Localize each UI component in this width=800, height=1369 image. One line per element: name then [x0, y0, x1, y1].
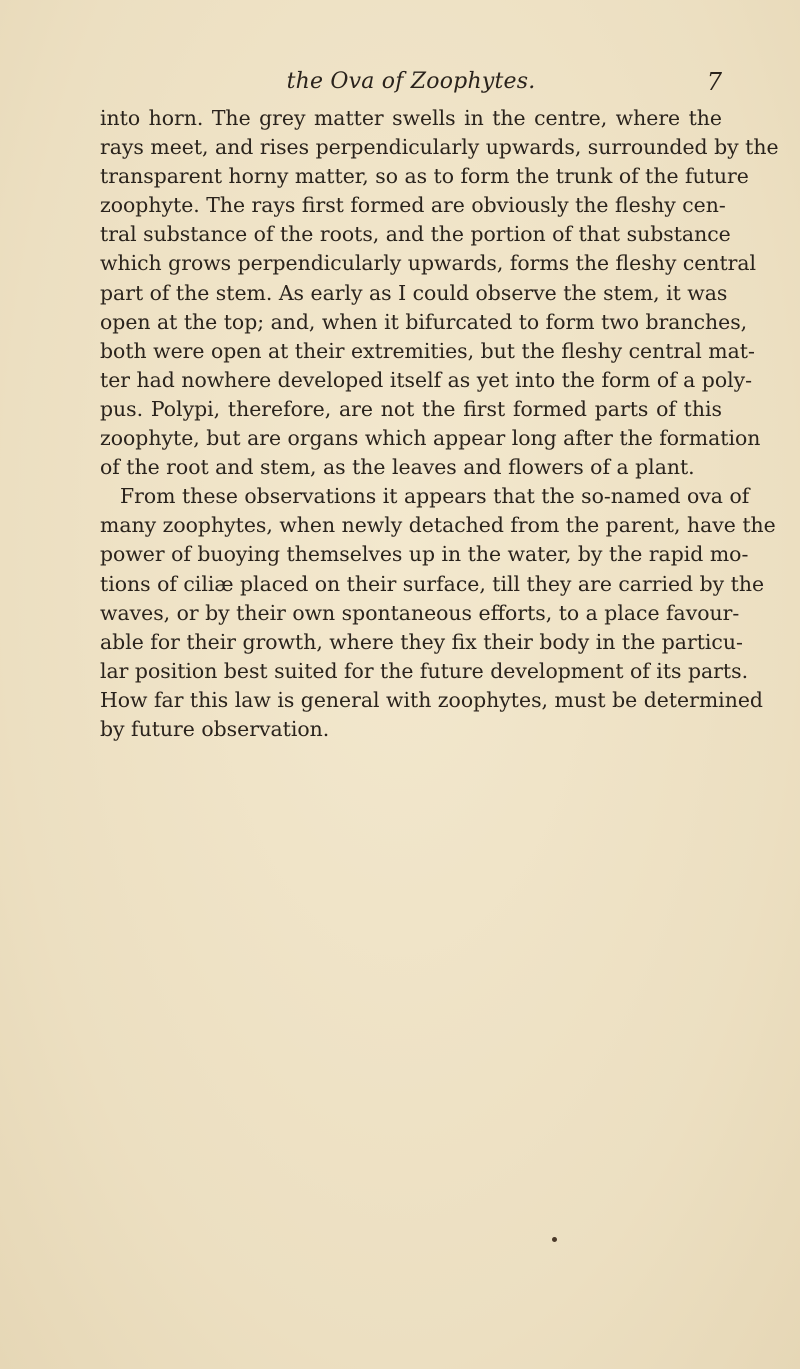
text-line: transparent horny matter, so as to form the trunk of the future	[100, 164, 749, 189]
text-line: which grows perpendicularly upwards, forms the fleshy central	[100, 251, 757, 276]
text-line: able for their growth, where they fix their body in the particu-	[100, 629, 743, 654]
paper-speck	[552, 1237, 557, 1242]
text-line: From these observations it appears that the so-named ova of	[120, 484, 750, 509]
text-line: rays meet, and rises perpendicularly upwards, surrounded by the	[100, 135, 779, 160]
text-line: How far this law is general with zoophytes, must be determined	[100, 687, 763, 712]
text-line: open at the top; and, when it bifurcated to form two branches,	[100, 309, 748, 334]
text-line: part of the stem. As early as I could observe the stem, it was	[100, 280, 728, 305]
text-line: into horn. The grey matter swells in the centre, where the	[100, 106, 722, 130]
text-line: ter had nowhere developed itself as yet into the form of a poly-	[100, 367, 753, 392]
text-line: tions of ciliæ placed on their surface, till they are carried by the	[100, 571, 765, 596]
text-line: both were open at their extremities, but the fleshy central mat-	[100, 338, 755, 363]
running-head	[100, 64, 722, 100]
text-line: power of buoying themselves up in the water, by the rapid mo-	[100, 542, 749, 567]
page-number: 7	[706, 68, 722, 96]
running-title: the Ova of Zoophytes.	[286, 69, 536, 94]
text-line: many zoophytes, when newly detached from the parent, have the	[100, 513, 776, 538]
text-line: zoophyte. The rays first formed are obviously the fleshy cen-	[100, 193, 726, 218]
text-line: pus. Polypi, therefore, are not the first formed parts of this	[100, 396, 722, 421]
text-line: lar position best suited for the future development of its parts.	[100, 658, 749, 683]
text-line: waves, or by their own spontaneous efforts, to a place favour-	[100, 600, 740, 625]
text-line: of the root and stem, as the leaves and flowers of a plant.	[100, 455, 695, 480]
text-line: by future observation.	[100, 716, 330, 741]
text-line: tral substance of the roots, and the portion of that substance	[100, 222, 731, 247]
body-text	[100, 104, 779, 744]
text-line: zoophyte, but are organs which appear long after the formation	[100, 426, 761, 451]
